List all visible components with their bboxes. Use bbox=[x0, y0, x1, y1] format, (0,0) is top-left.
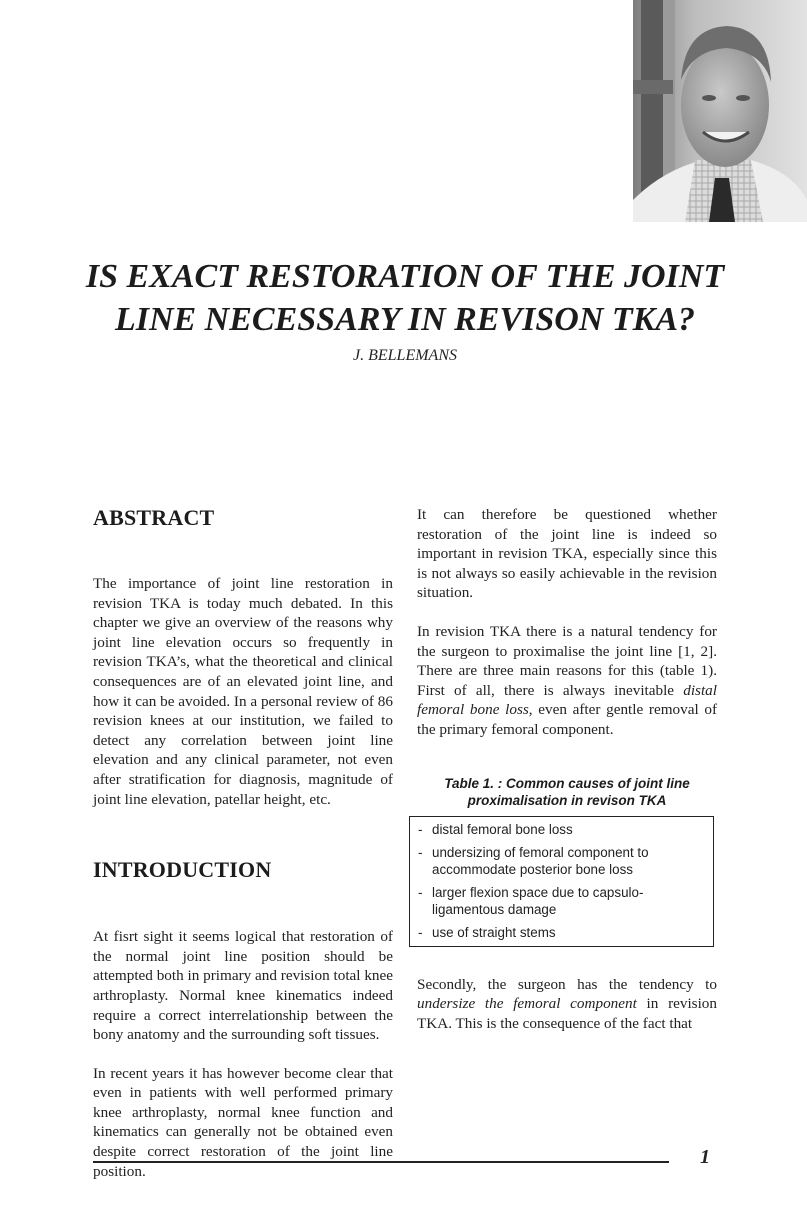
abstract-heading: ABSTRACT bbox=[93, 505, 215, 530]
intro-paragraph-2: In recent years it has however become clear that even in patients with well performed primary knee arthroplasty, normal knee function and kinematics can generally not be obtained even despite correct restoration of the joint line position. bbox=[93, 1064, 393, 1180]
intro-paragraph-5: Secondly, the surgeon has the tendency to undersize the femoral component in revision TKA. This is the consequence of the fact that bbox=[417, 975, 717, 1032]
intro-paragraph-1: At fisrt sight it seems logical that restoration of the normal joint line position should be attempted both in primary and revision total knee arthroplasty. Normal knee kinematics indeed require a correct interrelationship between the bony anatomy and the surrounding soft tissues. bbox=[93, 928, 393, 1044]
intro-paragraph-3: It can therefore be questioned whether restoration of the joint line is indeed so important in revision TKA, especially since this is not always so easily achievable in the revision situation. bbox=[417, 506, 717, 602]
author-photo bbox=[633, 0, 807, 222]
footer-rule bbox=[93, 1161, 669, 1163]
table-caption: Table 1. : Common causes of joint line proximalisation in revison TKA bbox=[444, 775, 690, 808]
right-column bbox=[417, 505, 717, 1033]
introduction-heading: INTRODUCTION bbox=[93, 857, 272, 883]
intro-paragraph-4: In revision TKA there is a natural tendency for the surgeon to proximalise the joint line [1, 2]. There are three main reasons for this (table 1). First of all, there is always inevitable distal femoral bone loss, even after gentle removal of the primary femoral component. bbox=[417, 622, 717, 738]
left-column bbox=[93, 505, 393, 1181]
table-row: - undersizing of femoral component to accommodate posterior bone loss bbox=[418, 844, 649, 877]
abstract-text: The importance of joint line restoration in revision TKA is today much debated. In this chapter we give an overview of the reasons why joint line elevation occurs so frequently in revision TKA’s, what the theoretical and clinical consequences are of an elevated joint line, and how it can be avoided. In a personal review of 86 revision knees at our institution, we failed to detect any correlation between joint line elevation and any clinical parameter, not even after stratification for diagnosis, magnitude of joint line elevation, patellar height, etc. bbox=[93, 575, 393, 808]
table-row: - distal femoral bone loss bbox=[418, 821, 573, 837]
table-row: - larger flexion space due to capsulo-ligamentous damage bbox=[418, 884, 644, 917]
table-row: - use of straight stems bbox=[418, 924, 556, 940]
article-title: IS EXACT RESTORATION OF THE JOINT LINE NECESSARY IN REVISON TKA? bbox=[85, 258, 725, 338]
author-name: J. BELLEMANS bbox=[353, 347, 457, 364]
page-number: 1 bbox=[700, 1146, 710, 1168]
causes-table bbox=[409, 816, 714, 947]
